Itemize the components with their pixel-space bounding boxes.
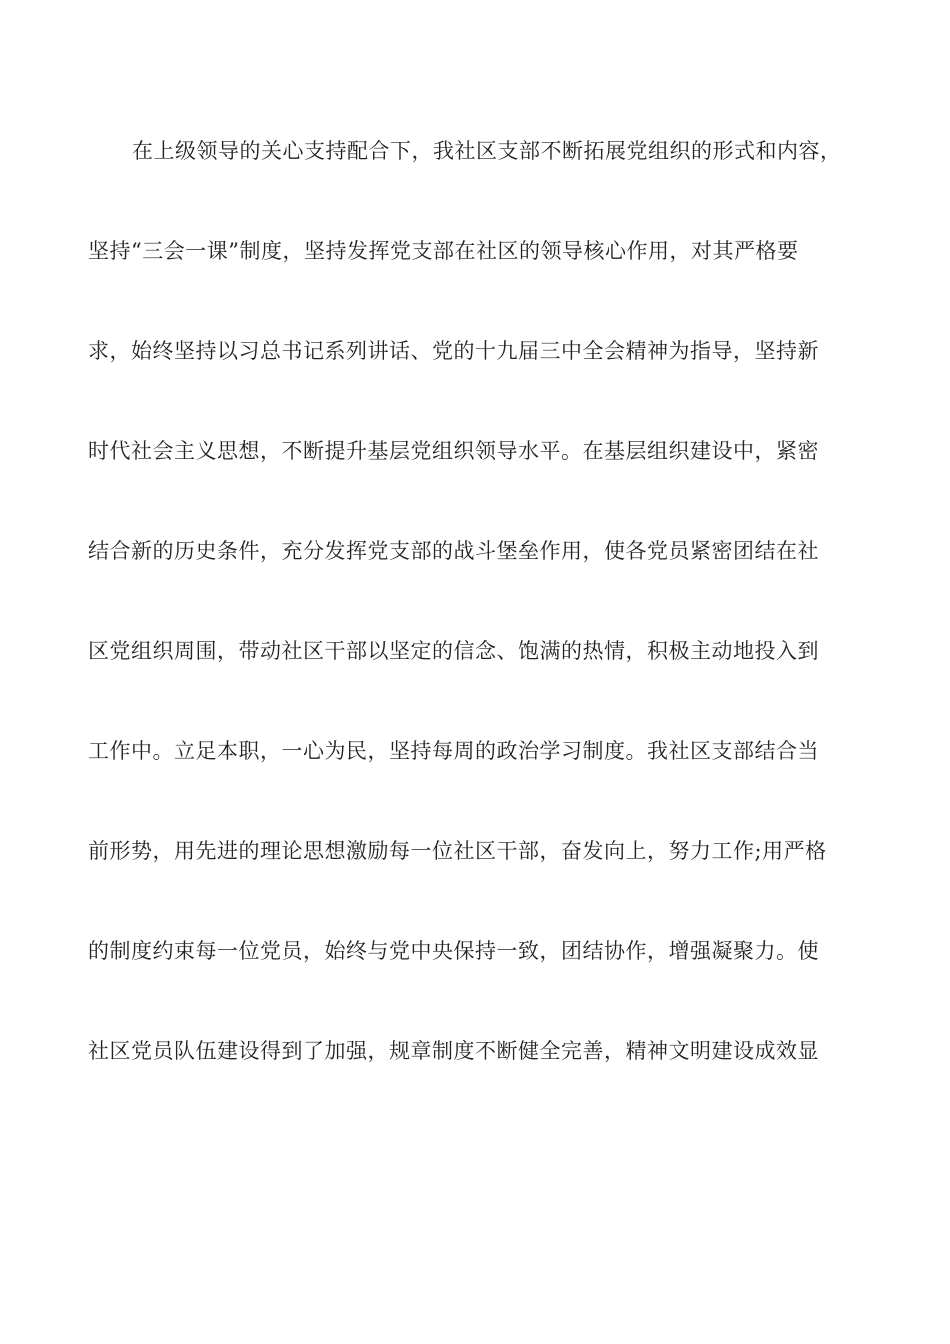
paragraph-line: 区党组织周围，带动社区干部以坚定的信念、饱满的热情，积极主动地投入到	[88, 639, 819, 663]
paragraph-line: 时代社会主义思想，不断提升基层党组织领导水平。在基层组织建设中，紧密	[88, 439, 819, 463]
paragraph-line: 工作中。立足本职，一心为民，坚持每周的政治学习制度。我社区支部结合当	[88, 739, 819, 763]
body-paragraph	[88, 128, 863, 1128]
paragraph-line: 坚持“三会一课”制度，坚持发挥党支部在社区的领导核心作用，对其严格要	[88, 239, 799, 263]
paragraph-line: 在上级领导的关心支持配合下，我社区支部不断拓展党组织的形式和内容，	[132, 139, 842, 163]
paragraph-line: 的制度约束每一位党员，始终与党中央保持一致，团结协作，增强凝聚力。使	[88, 939, 819, 963]
paragraph-line: 结合新的历史条件，充分发挥党支部的战斗堡垒作用，使各党员紧密团结在社	[88, 539, 819, 563]
paragraph-line: 社区党员队伍建设得到了加强，规章制度不断健全完善，精神文明建设成效显	[88, 1039, 819, 1063]
paragraph-line: 求，始终坚持以习总书记系列讲话、党的十九届三中全会精神为指导，坚持新	[88, 339, 819, 363]
paragraph-line: 前形势，用先进的理论思想激励每一位社区干部，奋发向上，努力工作;用严格	[88, 839, 827, 863]
